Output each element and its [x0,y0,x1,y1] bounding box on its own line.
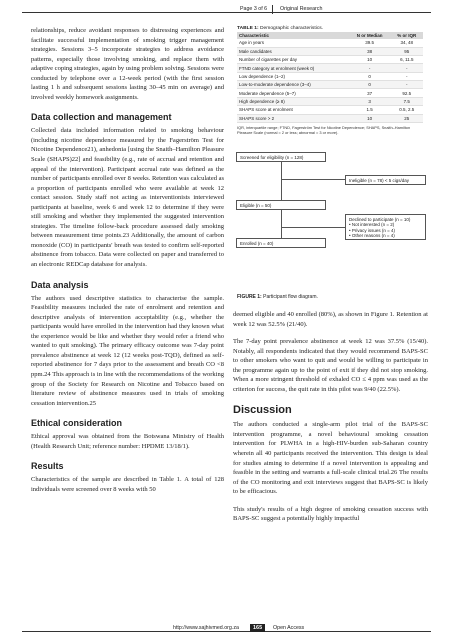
participant-flow-diagram [233,152,428,292]
page-label: Page 3 of 6 [240,6,268,12]
table-cell: - [391,72,423,80]
declined-title: Declined to participate (n = 10) [349,216,411,222]
table-cell: 0.5, 2.5 [391,106,423,114]
table-cell: 6, 11.5 [391,55,423,63]
ineligible-box: Ineligible (n = 78) < 5 cigs/day [345,175,426,185]
table-1 [237,26,423,135]
table-label: TABLE 1: [237,26,259,31]
table-cell: 95 [391,47,423,55]
footer-rule [22,631,431,632]
table-cell: 39.5 [349,39,391,47]
table-cell: - [349,64,391,72]
table-row [237,106,423,114]
paragraph: Characteristics of the sample are described in Table 1. A total of 128 individuals were screened over 8 weeks with 50 [31,476,224,493]
eligible-box: Eligible (n = 50) [236,200,326,210]
screened-box: Screened for eligibility (n = 128) [236,152,326,162]
table-row [237,72,423,80]
table-cell: 0 [349,81,391,89]
table-cell: Moderate dependence (5–7) [237,89,349,97]
table-row [237,97,423,105]
declined-reason: • Other reasons (n = 4) [349,233,395,239]
declined-reason: • Privacy issues (n = 4) [349,227,395,233]
table-cell: High dependence (≥ 8) [237,97,349,105]
figure-caption [237,294,318,300]
table-row [237,81,423,89]
open-access-label: Open Access [270,625,307,631]
table-cell: Age in years [237,39,349,47]
table-note: IQR, interquartile range; FTND, Fagerström Test for Nicotine Dependence; SHAPS, Snaith–Hamilton Pleasure Scale (normal = 2 or less; abnormal = 3 or more). [237,124,411,135]
left-column [31,26,224,494]
table-cell: 34, 48 [391,39,423,47]
section-label: Original Research [280,6,323,12]
table-cell: 37 [349,89,391,97]
page-number: 165 [250,624,265,632]
heading-data-analysis: Data analysis [31,279,89,290]
table-cell: 7.5 [391,97,423,105]
heading-discussion: Discussion [233,404,292,417]
header-rule [22,12,431,13]
paragraph: relationships, reduce avoidant responses to distressing experiences and facilitate successful implementation of smoking trigger management strategies. Sessions 3–5 incorporate strategies to address avoidance patterns, especially those involving smoking, and replace them with adaptive coping strategies, again by using problem solving. Sessions were conducted by telephone over a 12-week period (with the first session lasting 1 h and subsequent sessions lasting 30–45 min on average) and involved weekly homework assignments. [31,27,224,101]
declined-box [345,214,426,240]
table-cell: Low dependence (1–2) [237,72,349,80]
figure-label: FIGURE 1: [237,294,262,300]
paragraph: deemed eligible and 40 enrolled (80%), as shown in Figure 1. Retention at week 12 was 52.5% (21/40). [233,311,428,328]
table-caption [237,26,423,31]
enrolled-box: Enrolled (n = 40) [236,238,326,248]
page-header [0,0,453,22]
table-cell: FTND category at enrolment (week 0) [237,64,349,72]
paragraph: The authors conducted a single-arm pilot trial of the BAPS-SC intervention programme, a novel behavioural smoking cessation intervention for PLWHA in a high-HIV-burden sub-Saharan country wherein all 40 participants received the intervention. This design is ideal for studies aiming to determine if a novel intervention is appealing and feasible in the setting and warrants a full-scale clinical trial.26 The results of the CO monitoring and exit interviews suggest that BAPS-SC is likely to be efficacious. [233,421,428,496]
table-header-row [237,32,423,39]
heading-data-collection: Data collection and management [31,112,172,123]
table-row [237,64,423,72]
table-row [237,47,423,55]
table-cell: 0 [349,72,391,80]
paragraph: The 7-day point prevalence abstinence at week 12 was 37.5% (15/40). Notably, all respondents indicated that they would recommend BAPS-SC to other smokers who want to quit and would be willing to participate in the programme again up to the point of exit if they did not stop smoking. When a more stringent threshold of exhaled CO ≤ 4 ppm was used as the criterion for success, the quit rate in this pilot was 9/40 (22.5%). [233,338,428,393]
table-row [237,89,423,97]
table-cell: 38 [349,47,391,55]
table-cell: Low-to-moderate dependence (3–4) [237,81,349,89]
heading-ethical-consideration: Ethical consideration [31,418,123,429]
table-cell: 10 [349,55,391,63]
table-row [237,39,423,47]
declined-reason: • Not interested (n = 2) [349,222,395,228]
table-cell: Number of cigarettes per day [237,55,349,63]
column-header: Characteristic [237,32,349,39]
table-cell: 1.5 [349,106,391,114]
column-header: % or IQR [391,32,423,39]
table-cell: Male candidates [237,47,349,55]
table-cell: - [391,81,423,89]
table-row [237,114,423,122]
paragraph: This study's results of a high degree of smoking cessation success with BAPS-SC suggest a potentially highly impactful [233,505,428,523]
journal-url-link[interactable]: http://www.sajhivmed.org.za [170,625,242,631]
page-footer [0,624,453,640]
table-cell: 3 [349,97,391,105]
table-cell: SHAPS score at enrolment [237,106,349,114]
table-cell: 25 [391,114,423,122]
column-header: N or Median [349,32,391,39]
table-title: Demographic characteristics. [260,26,324,31]
paragraph: The authors used descriptive statistics to characterise the sample. Feasibility measures included the rate of enrolment and retention and descriptive analysis of intervention acceptability (e.g., whether the participants would have enrolled in the intervention had they known what the experience would be like and whether they would refer a friend who wanted to quit smoking). The primary efficacy outcome was 7-day point prevalence abstinence at week 12 (12 weeks post-TQD), defined as self-reported abstinence for 7 days prior to the assessment and breath CO <8 ppm.24 This approach is in line with the recommendations of the working group of the Society for Research on Nicotine and Tobacco based on literature review of abstinence measures used in trials of smoking cessation intervention.25 [31,294,224,407]
demographics-table [237,32,423,123]
paragraph: Collected data included information related to smoking behaviour (including nicotine dependence measured by the Fagerström Test for Nicotine Dependence21), anhedonia [using the Snaith–Hamilton Pleasure Scale (SHAPS)22] and feasibility (e.g., rate of accrual and retention and appeal of the intervention). Participant accrual rate was defined as the number of participants enrolled over 8 weeks. Retention was calculated as a proportion of participants enrolled who were available at week 12 contact session. Study staff not acting as interventionists interviewed participants at baseline, week 6 and week 12 to determine if they were still smoking and whether they implemented the suggested intervention strategies. The timeline follow-back procedure assessed daily smoking between measurement time points.23 Additionally, the amount of carbon monoxide (CO) in participants' breath was tested to confirm self-reported abstinence from tobacco. Data were collected on paper and transferred to an electronic REDCap database for analysis. [31,127,224,269]
table-cell: - [391,64,423,72]
table-row [237,55,423,63]
table-cell: SHAPS score > 2 [237,114,349,122]
heading-results: Results [31,461,64,472]
figure-caption-text: Participant flow diagram. [263,294,318,300]
header-separator [272,5,273,14]
paragraph: Ethical approval was obtained from the Botswana Ministry of Health (Health Research Unit; reference number: HPDME 13/18/1). [31,433,224,450]
table-cell: 92.5 [391,89,423,97]
table-cell: 10 [349,114,391,122]
right-column [233,310,428,524]
